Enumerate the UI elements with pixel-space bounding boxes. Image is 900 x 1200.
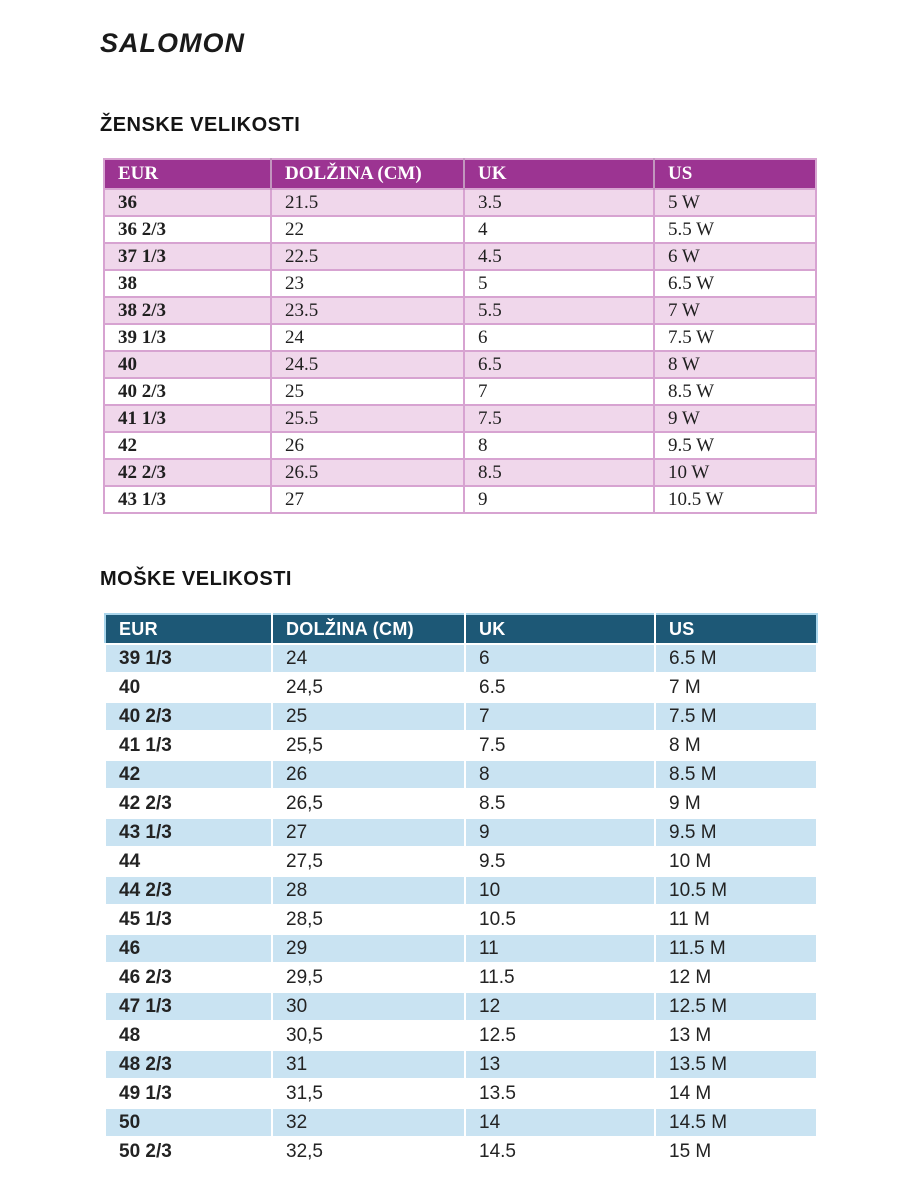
women-sizes-table xyxy=(103,158,817,514)
table-cell: 36 xyxy=(104,189,271,216)
table-cell: 24,5 xyxy=(272,673,465,702)
table-row xyxy=(104,243,816,270)
table-cell: 42 2/3 xyxy=(105,789,272,818)
table-cell: 7 xyxy=(464,378,654,405)
table-row xyxy=(104,378,816,405)
table-cell: 9 M xyxy=(655,789,817,818)
column-header: DOLŽINA (CM) xyxy=(272,614,465,644)
table-cell: 10 xyxy=(465,876,655,905)
table-cell: 14.5 xyxy=(465,1137,655,1166)
table-row xyxy=(105,847,817,876)
table-row xyxy=(105,905,817,934)
table-cell: 23.5 xyxy=(271,297,464,324)
table-cell: 6.5 M xyxy=(655,644,817,673)
table-cell: 9 xyxy=(465,818,655,847)
column-header: UK xyxy=(465,614,655,644)
table-cell: 37 1/3 xyxy=(104,243,271,270)
column-header: DOLŽINA (CM) xyxy=(271,159,464,189)
table-cell: 40 2/3 xyxy=(104,378,271,405)
table-cell: 12 M xyxy=(655,963,817,992)
table-cell: 10 M xyxy=(655,847,817,876)
table-cell: 26 xyxy=(271,432,464,459)
table-cell: 7.5 M xyxy=(655,702,817,731)
table-cell: 40 xyxy=(104,351,271,378)
table-row xyxy=(105,702,817,731)
table-cell: 10 W xyxy=(654,459,816,486)
table-row xyxy=(105,760,817,789)
table-cell: 42 xyxy=(104,432,271,459)
table-cell: 43 1/3 xyxy=(104,486,271,513)
table-cell: 41 1/3 xyxy=(105,731,272,760)
table-cell: 30 xyxy=(272,992,465,1021)
table-row xyxy=(104,459,816,486)
table-cell: 42 2/3 xyxy=(104,459,271,486)
table-cell: 7 M xyxy=(655,673,817,702)
table-cell: 7 W xyxy=(654,297,816,324)
table-cell: 14 M xyxy=(655,1079,817,1108)
table-cell: 12 xyxy=(465,992,655,1021)
table-row xyxy=(105,1021,817,1050)
table-cell: 39 1/3 xyxy=(105,644,272,673)
table-cell: 14 xyxy=(465,1108,655,1137)
table-cell: 24 xyxy=(271,324,464,351)
table-cell: 43 1/3 xyxy=(105,818,272,847)
table-cell: 8 xyxy=(464,432,654,459)
table-cell: 8 xyxy=(465,760,655,789)
table-cell: 23 xyxy=(271,270,464,297)
table-cell: 29,5 xyxy=(272,963,465,992)
table-cell: 50 xyxy=(105,1108,272,1137)
table-cell: 41 1/3 xyxy=(104,405,271,432)
table-row xyxy=(105,789,817,818)
table-cell: 22.5 xyxy=(271,243,464,270)
table-cell: 26.5 xyxy=(271,459,464,486)
table-cell: 8 M xyxy=(655,731,817,760)
table-cell: 28 xyxy=(272,876,465,905)
column-header: US xyxy=(655,614,817,644)
table-cell: 50 2/3 xyxy=(105,1137,272,1166)
table-cell: 6.5 W xyxy=(654,270,816,297)
table-row xyxy=(105,934,817,963)
table-cell: 6 xyxy=(465,644,655,673)
table-cell: 27 xyxy=(272,818,465,847)
table-cell: 45 1/3 xyxy=(105,905,272,934)
table-cell: 40 2/3 xyxy=(105,702,272,731)
table-cell: 38 xyxy=(104,270,271,297)
table-cell: 13 xyxy=(465,1050,655,1079)
table-cell: 6 W xyxy=(654,243,816,270)
table-cell: 15 M xyxy=(655,1137,817,1166)
column-header: UK xyxy=(464,159,654,189)
table-cell: 8 W xyxy=(654,351,816,378)
table-cell: 31 xyxy=(272,1050,465,1079)
table-cell: 9 W xyxy=(654,405,816,432)
table-cell: 24 xyxy=(272,644,465,673)
table-cell: 25 xyxy=(271,378,464,405)
table-row xyxy=(104,324,816,351)
table-cell: 44 xyxy=(105,847,272,876)
table-row xyxy=(104,351,816,378)
table-cell: 46 xyxy=(105,934,272,963)
table-cell: 7.5 xyxy=(465,731,655,760)
table-cell: 8.5 W xyxy=(654,378,816,405)
table-row xyxy=(105,992,817,1021)
column-header: EUR xyxy=(105,614,272,644)
table-cell: 28,5 xyxy=(272,905,465,934)
table-cell: 30,5 xyxy=(272,1021,465,1050)
table-cell: 6.5 xyxy=(465,673,655,702)
table-cell: 25.5 xyxy=(271,405,464,432)
table-cell: 27,5 xyxy=(272,847,465,876)
table-cell: 12.5 M xyxy=(655,992,817,1021)
table-cell: 31,5 xyxy=(272,1079,465,1108)
table-row xyxy=(104,486,816,513)
column-header: EUR xyxy=(104,159,271,189)
table-cell: 6 xyxy=(464,324,654,351)
table-cell: 40 xyxy=(105,673,272,702)
table-cell: 32 xyxy=(272,1108,465,1137)
table-cell: 5.5 xyxy=(464,297,654,324)
table-row xyxy=(105,963,817,992)
table-cell: 4 xyxy=(464,216,654,243)
table-cell: 6.5 xyxy=(464,351,654,378)
men-header-row xyxy=(105,614,817,644)
table-cell: 7 xyxy=(465,702,655,731)
table-cell: 13.5 M xyxy=(655,1050,817,1079)
table-cell: 5 xyxy=(464,270,654,297)
table-cell: 13.5 xyxy=(465,1079,655,1108)
table-cell: 38 2/3 xyxy=(104,297,271,324)
table-cell: 11.5 xyxy=(465,963,655,992)
table-row xyxy=(104,189,816,216)
men-sizes-heading: MOŠKE VELIKOSTI xyxy=(100,568,292,590)
table-cell: 5 W xyxy=(654,189,816,216)
table-row xyxy=(105,644,817,673)
men-sizes-table xyxy=(104,613,818,1167)
table-cell: 29 xyxy=(272,934,465,963)
table-cell: 4.5 xyxy=(464,243,654,270)
table-cell: 7.5 xyxy=(464,405,654,432)
table-cell: 49 1/3 xyxy=(105,1079,272,1108)
table-row xyxy=(104,432,816,459)
table-cell: 8.5 M xyxy=(655,760,817,789)
table-row xyxy=(105,876,817,905)
table-cell: 42 xyxy=(105,760,272,789)
salomon-logo: SALOMON xyxy=(100,28,245,58)
table-row xyxy=(104,216,816,243)
table-row xyxy=(104,297,816,324)
table-cell: 8.5 xyxy=(465,789,655,818)
table-cell: 7.5 W xyxy=(654,324,816,351)
table-row xyxy=(104,405,816,432)
table-cell: 11 M xyxy=(655,905,817,934)
table-cell: 14.5 M xyxy=(655,1108,817,1137)
table-cell: 48 xyxy=(105,1021,272,1050)
table-cell: 24.5 xyxy=(271,351,464,378)
table-cell: 26,5 xyxy=(272,789,465,818)
table-row xyxy=(105,818,817,847)
table-cell: 9.5 W xyxy=(654,432,816,459)
table-cell: 48 2/3 xyxy=(105,1050,272,1079)
women-header-row xyxy=(104,159,816,189)
table-cell: 13 M xyxy=(655,1021,817,1050)
table-cell: 22 xyxy=(271,216,464,243)
table-cell: 36 2/3 xyxy=(104,216,271,243)
table-cell: 21.5 xyxy=(271,189,464,216)
column-header: US xyxy=(654,159,816,189)
table-cell: 5.5 W xyxy=(654,216,816,243)
table-cell: 10.5 M xyxy=(655,876,817,905)
table-row xyxy=(105,673,817,702)
table-cell: 8.5 xyxy=(464,459,654,486)
table-cell: 25 xyxy=(272,702,465,731)
table-cell: 3.5 xyxy=(464,189,654,216)
table-cell: 44 2/3 xyxy=(105,876,272,905)
table-row xyxy=(105,731,817,760)
table-row xyxy=(105,1079,817,1108)
table-cell: 46 2/3 xyxy=(105,963,272,992)
table-cell: 27 xyxy=(271,486,464,513)
table-cell: 39 1/3 xyxy=(104,324,271,351)
table-cell: 25,5 xyxy=(272,731,465,760)
table-cell: 11.5 M xyxy=(655,934,817,963)
table-row xyxy=(105,1050,817,1079)
table-cell: 26 xyxy=(272,760,465,789)
women-sizes-heading: ŽENSKE VELIKOSTI xyxy=(100,114,301,136)
table-cell: 11 xyxy=(465,934,655,963)
table-cell: 32,5 xyxy=(272,1137,465,1166)
table-cell: 47 1/3 xyxy=(105,992,272,1021)
table-cell: 9.5 xyxy=(465,847,655,876)
table-cell: 9.5 M xyxy=(655,818,817,847)
table-cell: 9 xyxy=(464,486,654,513)
table-cell: 10.5 W xyxy=(654,486,816,513)
table-row xyxy=(104,270,816,297)
table-cell: 10.5 xyxy=(465,905,655,934)
table-row xyxy=(105,1108,817,1137)
table-cell: 12.5 xyxy=(465,1021,655,1050)
table-row xyxy=(105,1137,817,1166)
